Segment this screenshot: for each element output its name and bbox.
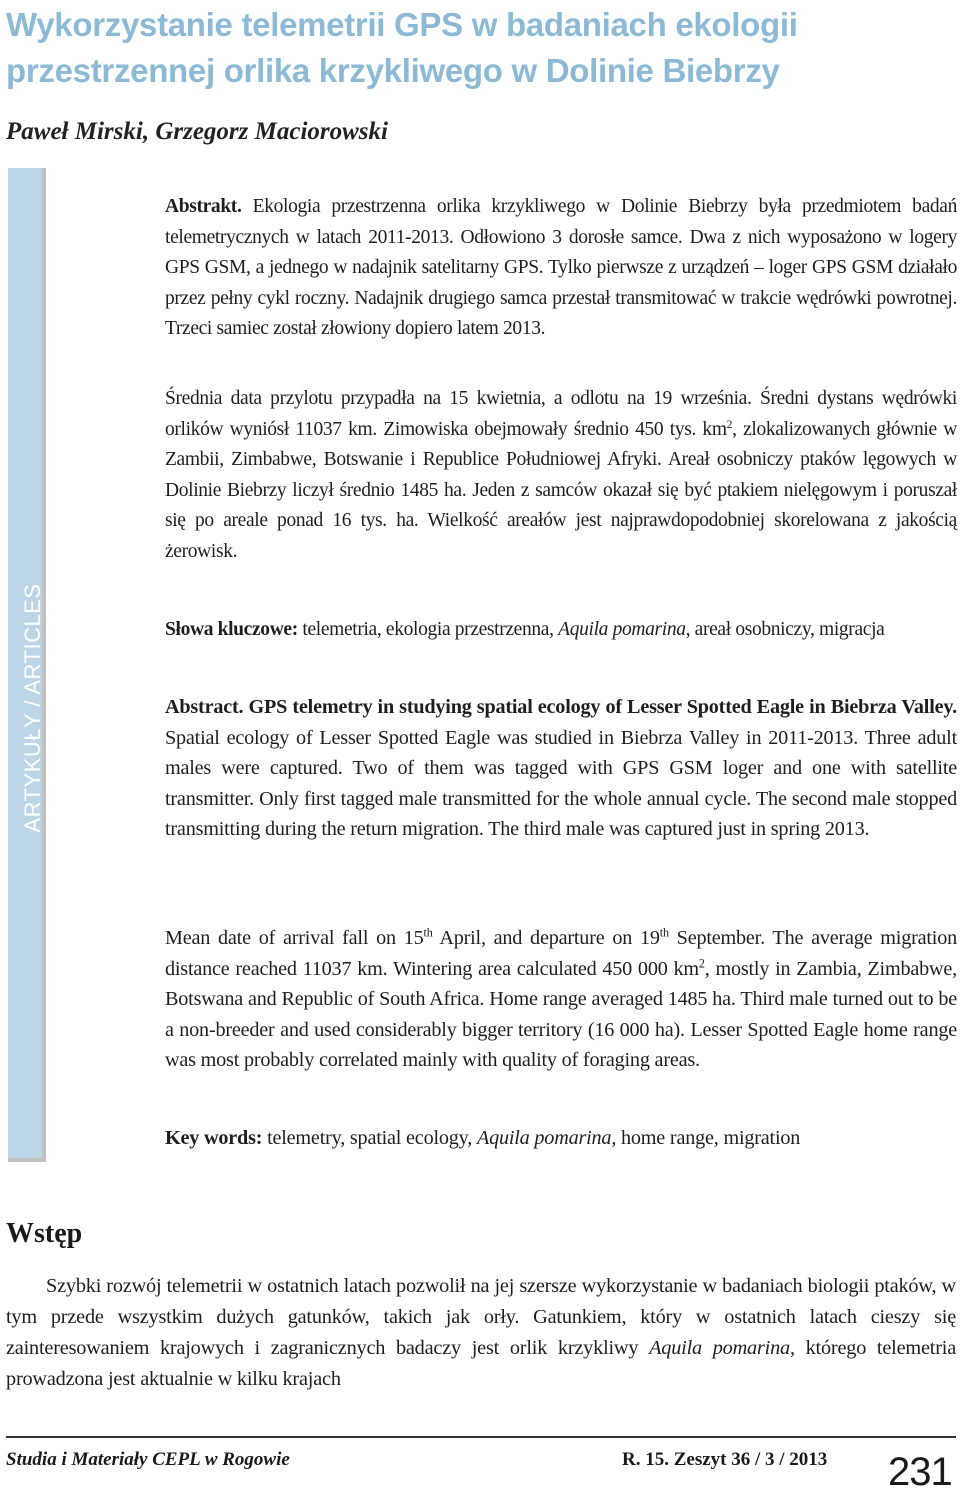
section-side-tab [8, 168, 46, 1162]
article-authors: Paweł Mirski, Grzegorz Maciorowski [6, 118, 388, 145]
page-number: 231 [888, 1450, 952, 1494]
abstract-en-sup-3: 2 [698, 956, 705, 971]
abstract-pl-text-2a: Średnia data przylotu przypadła na 15 kwietnia, a odlotu na 19 września. Średni dystans wędrówki orlików wyniósł 11037 km. Zimowiska obejmowały średnio 450 tys. km [165, 388, 957, 440]
keywords-pl-text-b: , areał osobniczy, migracja [685, 619, 885, 640]
abstract-en-paragraph-2 [165, 923, 957, 1076]
abstract-pl-paragraph-1 [165, 192, 957, 345]
abstract-en-text-2b: April, and departure on 19 [432, 927, 660, 949]
abstract-pl-text-1: Ekologia przestrzenna orlika krzykliwego w Dolinie Biebrzy była przedmiotem badań telemetrycznych w latach 2011-2013. Odłowiono 3 dorosłe samce. Dwa z nich wyposażono w logery GPS GSM, a jednego w nadajnik satelitarny GPS. Tylko pierwsze z urządzeń – loger GPS GSM działało przez pełny cykl roczny. Nadajnik drugiego samca przestał transmitować w trakcie wędrówki powrotnej. Trzeci samiec został złowiony dopiero latem 2013. [165, 196, 957, 340]
keywords-pl-label: Słowa kluczowe: [165, 619, 298, 640]
abstract-pl-keywords [165, 615, 957, 646]
abstract-pl-label: Abstrakt. [165, 196, 242, 217]
intro-text-b: , którego telemetria prowadzona jest aktualnie w kilku krajach [6, 1337, 956, 1390]
abstract-pl-paragraph-2 [165, 384, 957, 568]
intro-paragraph [6, 1271, 956, 1395]
keywords-en-text-b: , home range, migration [611, 1127, 801, 1149]
abstract-en-paragraph-1 [165, 692, 957, 845]
abstract-en-text-2a: Mean date of arrival fall on 15 [165, 927, 424, 949]
keywords-en-text-a: telemetry, spatial ecology, [262, 1127, 477, 1149]
side-tab-label: ARTYKUŁY / ARTICLES [20, 583, 45, 833]
keywords-pl-species: Aquila pomarina [558, 619, 686, 640]
abstract-pl-superscript: 2 [726, 417, 733, 431]
abstract-en-text-2c: September. The average migration distance reached 11037 km. Wintering area calculated 450 000 km [165, 927, 957, 980]
abstract-en-text-2d: , mostly in Zambia, Zimbabwe, Botswana and Republic of South Africa. Home range averaged 1485 ha. Third male turned out to be a non-breeder and used considerably bigger territory (16 000 ha). Lesser Spotted Eagle home range was most probably correlated mainly with quality of foraging areas. [165, 957, 957, 1072]
abstract-en-keywords [165, 1123, 957, 1154]
abstract-pl-text-2b: , zlokalizowanych głównie w Zambii, Zimbabwe, Botswanie i Republice Południowej Afryki. Areał osobniczy ptaków lęgowych w Dolinie Biebrzy liczył średnio 1485 ha. Jeden z samców okazał się być ptakiem nielęgowym i poruszał się po areale ponad 16 tys. ha. Wielkość areałów jest najprawdopodobniej skorelowana z jakością żerowisk. [165, 418, 957, 562]
keywords-en-label: Key words: [165, 1127, 263, 1149]
intro-species: Aquila pomarina [649, 1337, 790, 1359]
footer-issue: R. 15. Zeszyt 36 / 3 / 2013 [622, 1449, 828, 1470]
abstract-en-label: Abstract. GPS telemetry in studying spatial ecology of Lesser Spotted Eagle in Biebrza Valley. [165, 696, 957, 718]
keywords-en-species: Aquila pomarina [476, 1127, 612, 1149]
abstract-en-sup-1: th [423, 925, 433, 940]
abstract-en-sup-2: th [659, 925, 669, 940]
abstract-en-text-1: Spatial ecology of Lesser Spotted Eagle was studied in Biebrza Valley in 2011-2013. Three adult males were captured. Two of them was tagged with GPS GSM loger and one with satellite transmitter. Only first tagged male transmitted for the whole annual cycle. The second male stopped transmitting during the return migration. The third male was captured just in spring 2013. [165, 726, 957, 841]
keywords-pl-text-a: telemetria, ekologia przestrzenna, [297, 619, 559, 640]
intro-text-a: Szybki rozwój telemetrii w ostatnich latach pozwolił na jej szersze wykorzystanie w badaniach biologii ptaków, w tym przede wszystkim dużych gatunków, takich jak orły. Gatunkiem, który w ostatnich latach cieszy się zainteresowaniem krajowych i zagranicznych badaczy jest orlik krzykliwy [6, 1275, 956, 1359]
footer-journal: Studia i Materiały CEPL w Rogowie [6, 1449, 290, 1470]
section-heading: Wstęp [6, 1218, 83, 1249]
article-title: Wykorzystanie telemetrii GPS w badaniach ekologii przestrzennej orlika krzykliwego w Dolinie Biebrzy [6, 6, 798, 89]
footer-rule [6, 1436, 956, 1438]
